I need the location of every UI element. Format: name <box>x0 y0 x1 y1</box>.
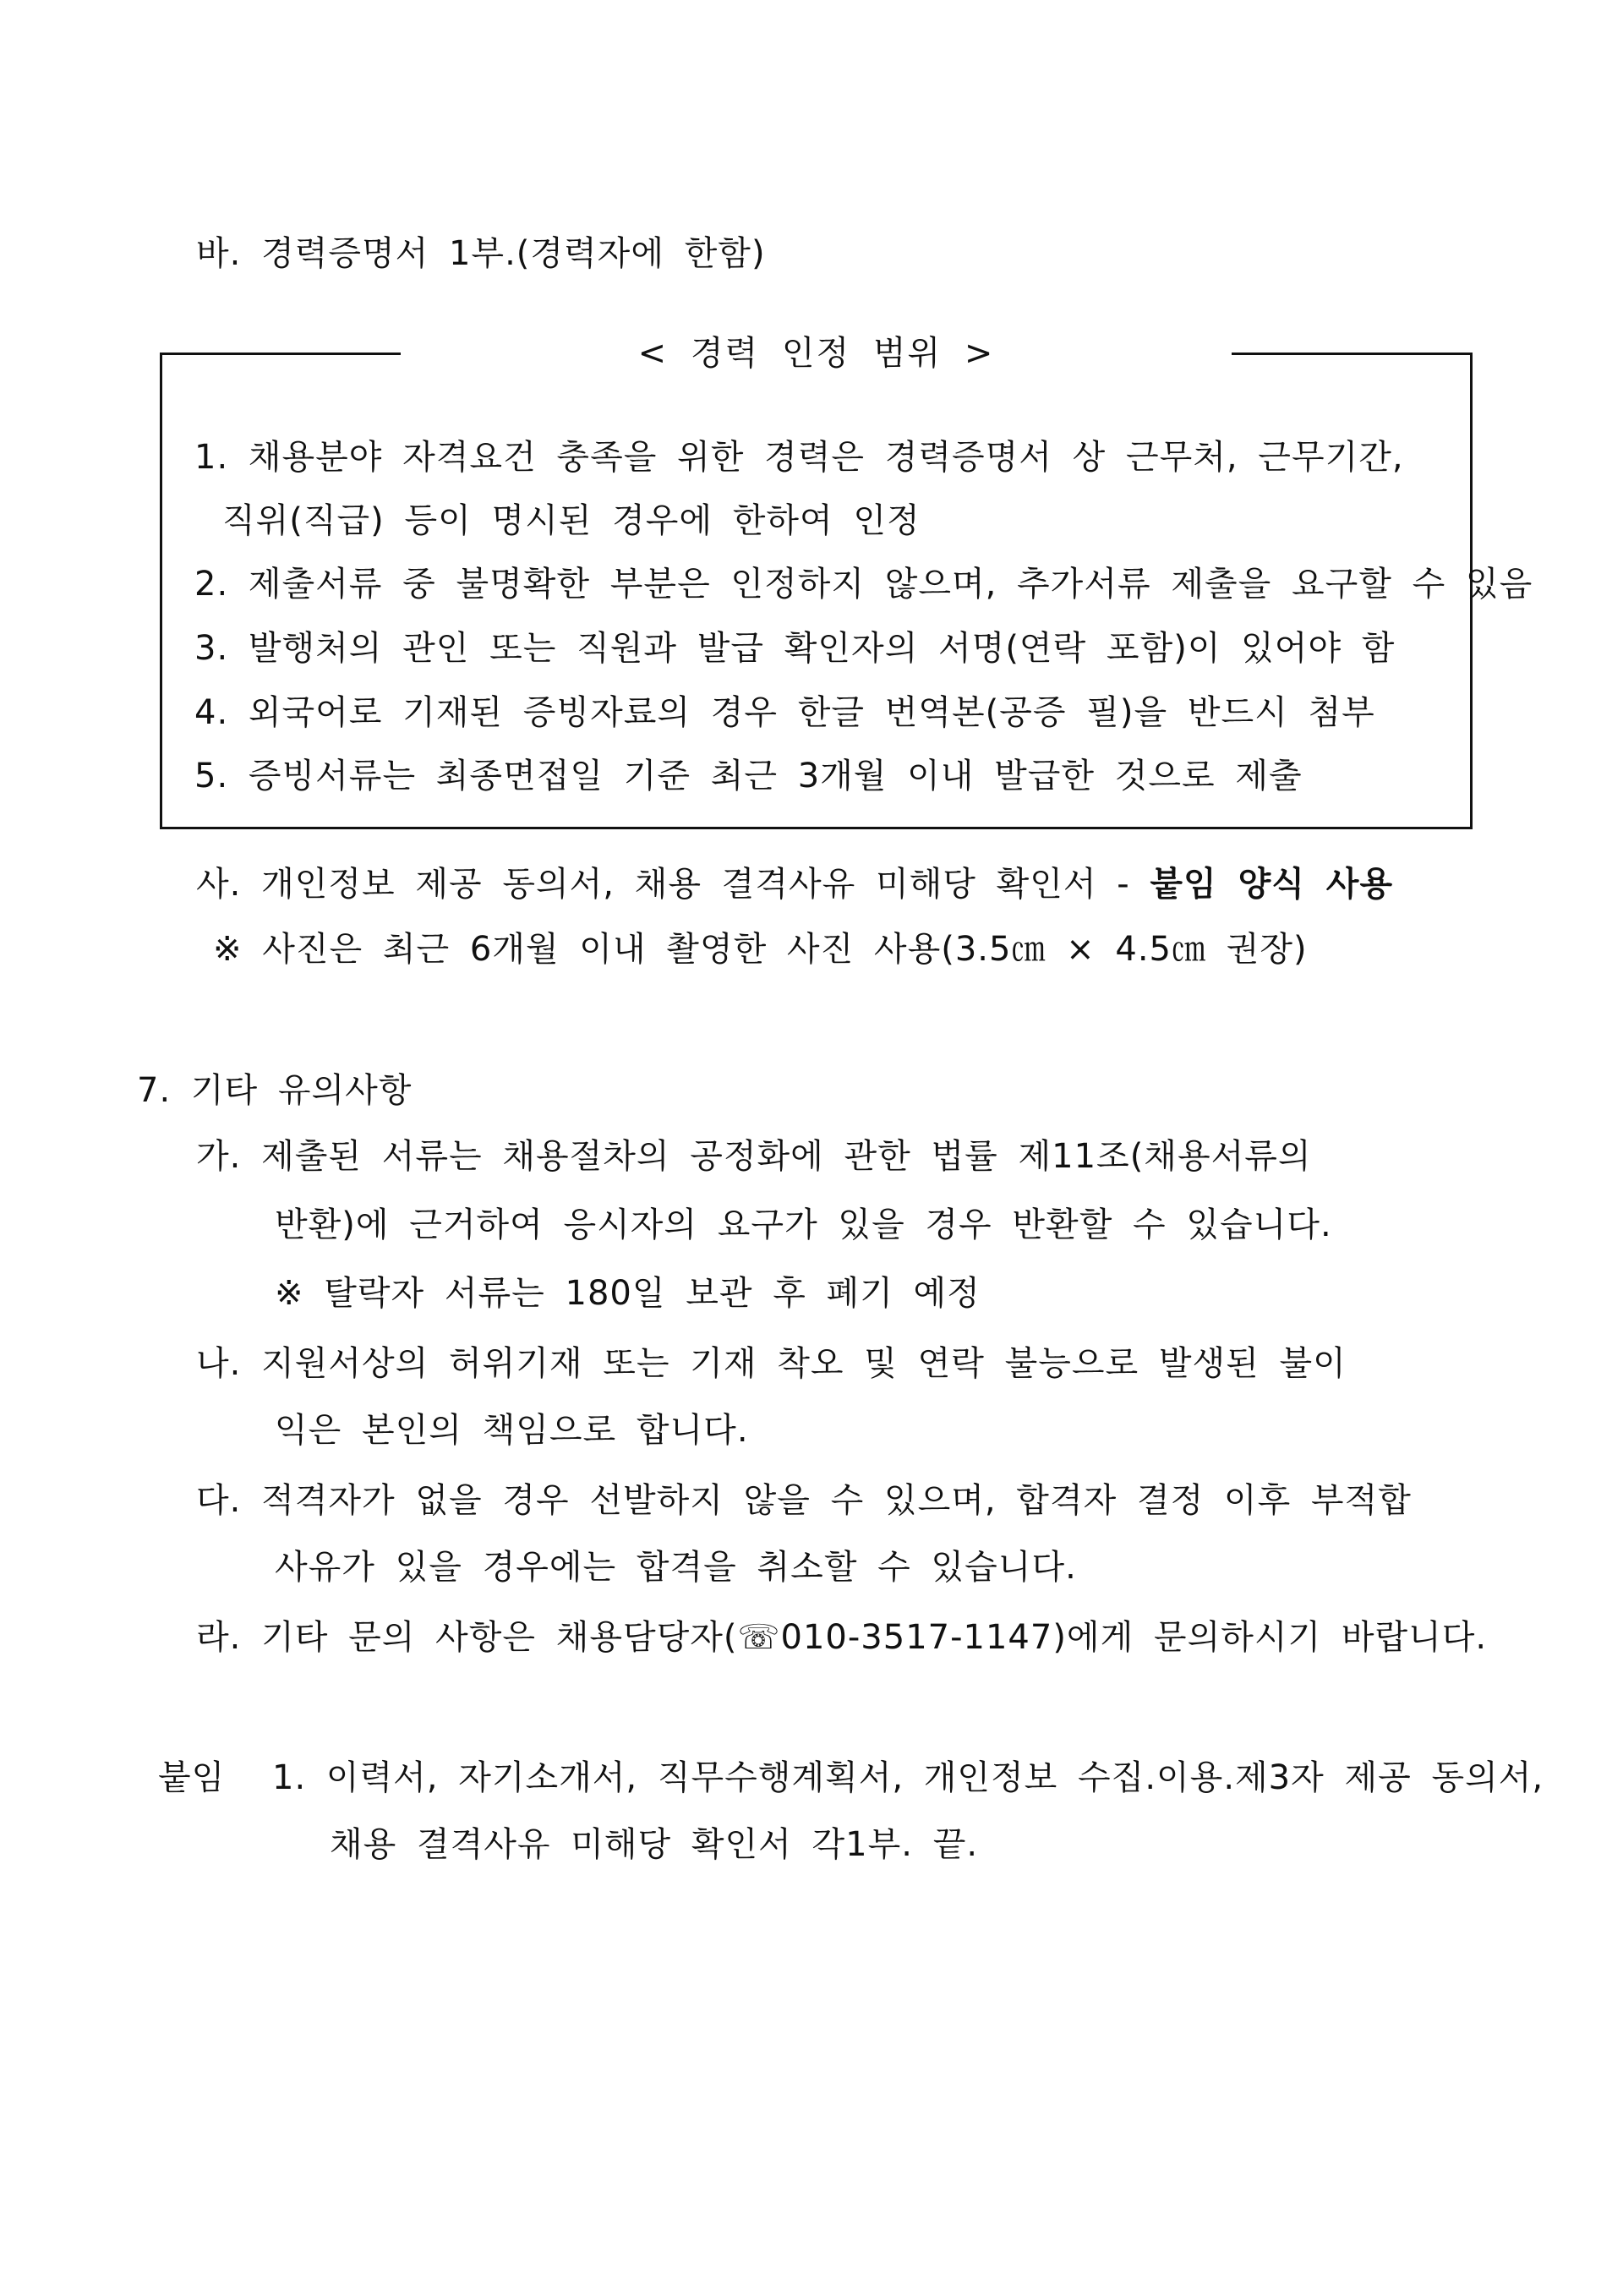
note-na-line-1: 나. 지원서상의 허위기재 또는 기재 착오 및 연락 불능으로 발생된 불이 <box>196 1344 1347 1383</box>
career-box-item-4: 4. 외국어로 기재된 증빙자료의 경우 한글 번역본(공증 필)을 반드시 첨부 <box>194 693 1375 732</box>
career-box-item-5: 5. 증빙서류는 최종면접일 기준 최근 3개월 이내 발급한 것으로 제출 <box>194 757 1303 795</box>
note-ra-contact: 라. 기타 문의 사항은 채용담당자(☏010-3517-1147)에게 문의하시기 바랍니다. <box>196 1618 1488 1657</box>
career-box-title: < 경력 인정 범위 > <box>637 334 995 373</box>
note-na-line-2: 익은 본인의 책임으로 합니다. <box>275 1411 749 1450</box>
attached-form-emphasis: 붙임 양식 사용 <box>1150 865 1394 904</box>
section-7-heading: 7. 기타 유의사항 <box>137 1071 413 1110</box>
attachment-label: 붙임 <box>158 1758 226 1797</box>
attachment-line-2: 채용 결격사유 미해당 확인서 각1부. 끝. <box>330 1825 979 1864</box>
career-box-item-2: 2. 제출서류 중 불명확한 부분은 인정하지 않으며, 추가서류 제출을 요구할 수 있음 <box>194 565 1533 604</box>
note-ga-sub-note: ※ 탈락자 서류는 180일 보관 후 폐기 예정 <box>275 1274 981 1313</box>
career-certificate-line: 바. 경력증명서 1부.(경력자에 한함) <box>196 234 766 273</box>
career-box-item-1-cont: 직위(직급) 등이 명시된 경우에 한하여 인정 <box>222 501 921 540</box>
career-box-item-1: 1. 채용분야 자격요건 충족을 위한 경력은 경력증명서 상 근무처, 근무기간, <box>194 438 1404 477</box>
photo-note: ※ 사진은 최근 6개월 이내 촬영한 사진 사용(3.5㎝ × 4.5㎝ 권장) <box>213 930 1308 969</box>
note-da-line-2: 사유가 있을 경우에는 합격을 취소할 수 있습니다. <box>275 1548 1077 1587</box>
note-da-line-1: 다. 적격자가 없을 경우 선발하지 않을 수 있으며, 합격자 결정 이후 부적합 <box>196 1481 1412 1520</box>
career-box-item-3: 3. 발행처의 관인 또는 직원과 발급 확인자의 서명(연락 포함)이 있어야 함 <box>194 629 1396 668</box>
note-ga-line-1: 가. 제출된 서류는 채용절차의 공정화에 관한 법률 제11조(채용서류의 <box>196 1137 1312 1176</box>
note-ga-line-2: 반환)에 근거하여 응시자의 요구가 있을 경우 반환할 수 있습니다. <box>275 1205 1332 1244</box>
consent-forms-line <box>196 861 1393 908</box>
consent-forms-text: 사. 개인정보 제공 동의서, 채용 결격사유 미해당 확인서 - <box>196 865 1150 904</box>
attachment-line-1: 1. 이력서, 자기소개서, 직무수행계획서, 개인정보 수집.이용.제3자 제공 동의서, <box>272 1758 1544 1797</box>
